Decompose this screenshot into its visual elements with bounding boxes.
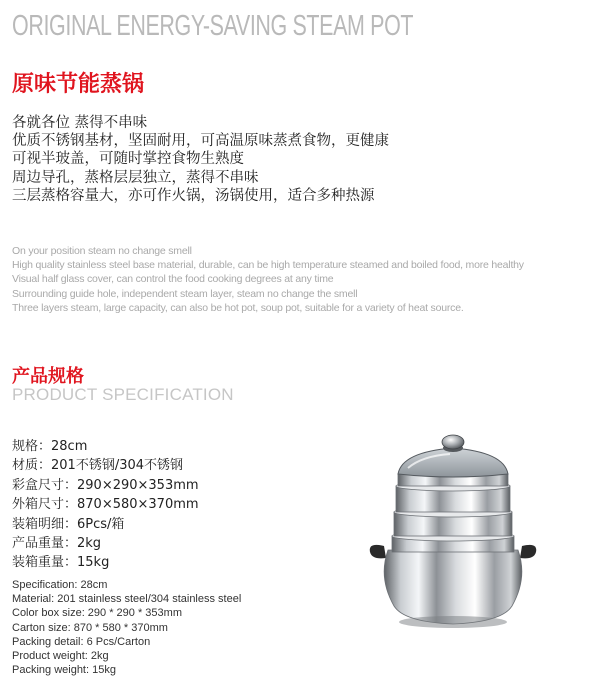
lid-knob — [442, 435, 464, 449]
spec-cn-item: 产品重量：2kg — [12, 536, 102, 552]
feature-en-item: Three layers steam, large capacity, can also be hot pot, soup pot, suitable for a variety of heat source. — [12, 301, 464, 314]
spec-en-item: Carton size: 870 * 580 * 370mm — [12, 621, 168, 634]
spec-cn-item: 装箱重量：15kg — [12, 555, 110, 571]
spec-cn-list — [12, 437, 199, 573]
header-title-en: ORIGINAL ENERGY-SAVING STEAM POT — [12, 10, 414, 42]
feature-en-item: High quality stainless steel base material, durable, can be high temperature steamed and boiled food, more healthy — [12, 259, 524, 272]
feature-cn-item: 周边导孔，蒸格层层独立，蒸得不串味 — [12, 169, 259, 186]
spec-en-item: Color box size: 290 * 290 * 353mm — [12, 607, 182, 620]
spec-cn-item: 彩盒尺寸：290×290×353mm — [12, 477, 199, 493]
features-cn-list — [12, 114, 389, 205]
spec-cn-item: 规格：28cm — [12, 439, 88, 454]
pot-handle-left — [370, 545, 386, 559]
spec-en-list — [12, 578, 241, 677]
spec-cn-item: 材质：201不锈钢/304不锈钢 — [12, 458, 184, 474]
spec-title-cn: 产品规格 — [12, 366, 84, 387]
spec-cn-item: 外箱尺寸：870×580×370mm — [12, 497, 199, 513]
feature-cn-item: 各就各位 蒸得不串味 — [12, 115, 148, 131]
spec-en-item: Packing weight: 15kg — [12, 664, 116, 677]
feature-cn-item: 三层蒸格容量大，亦可作火锅，汤锅使用，适合多种热源 — [12, 187, 375, 204]
header-title-cn: 原味节能蒸锅 — [12, 72, 145, 97]
spec-cn-item: 装箱明细：6Pcs/箱 — [12, 516, 125, 532]
pot-handle-right — [520, 545, 536, 559]
feature-en-item: Visual half glass cover, can control the food cooking degrees at any time — [12, 273, 334, 286]
features-en-list — [12, 244, 524, 315]
spec-en-item: Product weight: 2kg — [12, 650, 109, 663]
feature-cn-item: 可视半玻盖，可随时掌控食物生熟度 — [12, 151, 244, 168]
feature-cn-item: 优质不锈钢基材，坚固耐用，可高温原味蒸煮食物，更健康 — [12, 133, 389, 150]
spec-en-item: Specification: 28cm — [12, 579, 108, 591]
pot-base — [384, 550, 522, 624]
feature-en-item: Surrounding guide hole, independent steam layer, steam no change the smell — [12, 287, 358, 300]
spec-en-item: Packing detail: 6 Pcs/Carton — [12, 635, 151, 648]
spec-en-item: Material: 201 stainless steel/304 stainless steel — [12, 593, 242, 606]
feature-en-item: On your position steam no change smell — [12, 245, 192, 257]
steam-pot-image — [362, 428, 544, 638]
spec-title-en: PRODUCT SPECIFICATION — [12, 385, 234, 404]
